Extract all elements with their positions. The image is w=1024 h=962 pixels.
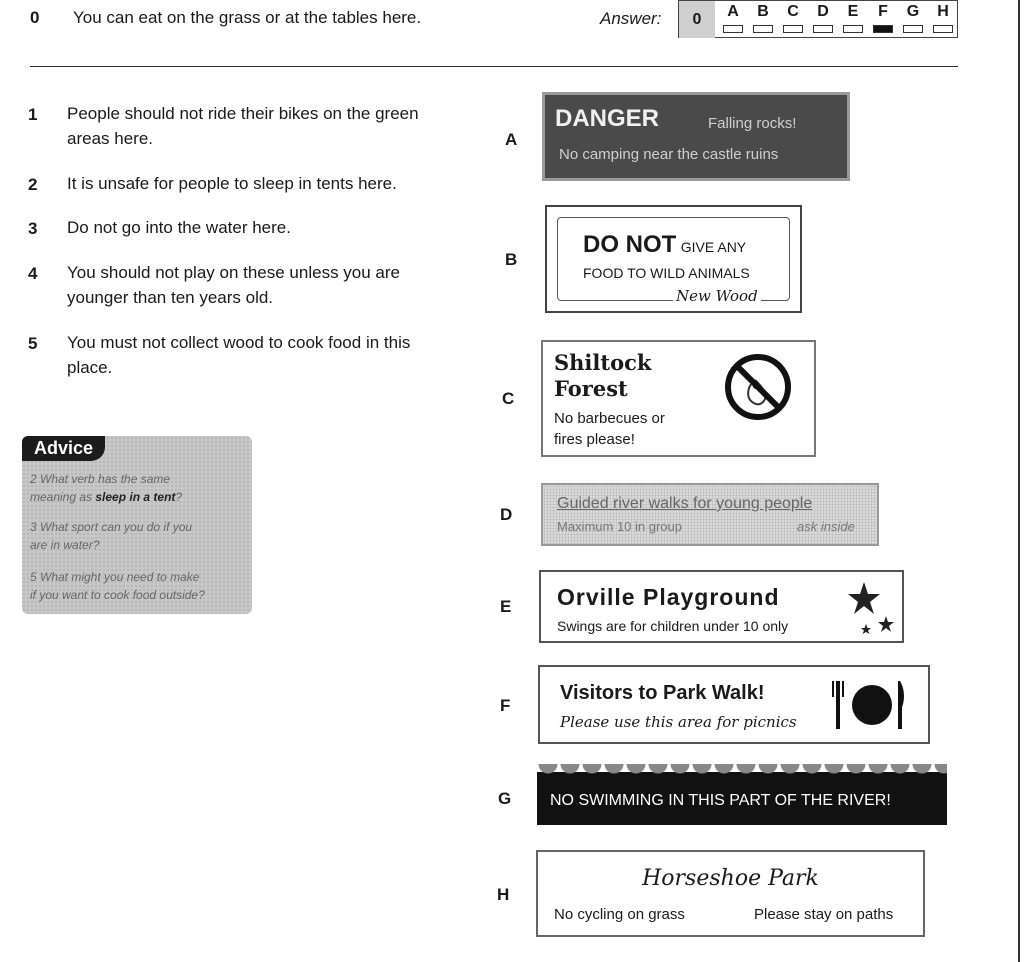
sign-letter-h: H [497, 885, 510, 904]
sign-letter-d: D [500, 505, 513, 524]
sign-f-title: Visitors to Park Walk! [560, 682, 765, 704]
sign-a-line: No camping near the castle ruins [559, 146, 779, 163]
advice-line-1: 2 What verb has the same [30, 472, 171, 486]
answer-label: Answer: [600, 9, 662, 28]
sign-b [545, 205, 802, 313]
sign-a-subtitle: Falling rocks! [708, 115, 797, 132]
sign-f-line: Please use this area for picnics [560, 713, 797, 731]
sign-letter-a: A [505, 130, 518, 149]
sign-c-line-1: No barbecues or [554, 410, 665, 427]
question-text-1: People should not ride their bikes on the green areas here. [67, 104, 419, 148]
sign-g [537, 772, 947, 825]
sign-c [541, 340, 816, 457]
sign-g-scallop-edge [537, 764, 947, 778]
sign-e [539, 570, 904, 643]
sign-letter-c: C [502, 389, 515, 408]
answer-bubble-filled [873, 25, 893, 33]
page-edge [1018, 0, 1020, 962]
advice-box [22, 436, 252, 614]
answer-option-b[interactable]: B [749, 3, 777, 33]
advice-line-3: 3 What sport can you do if you [30, 520, 193, 534]
sign-f [538, 665, 930, 744]
advice-line-6: if you want to cook food outside? [30, 588, 205, 602]
answer-option-f[interactable]: F [869, 3, 897, 33]
no-fire-icon [723, 352, 793, 422]
example-number: 0 [30, 8, 40, 27]
question-text-5: You must not collect wood to cook food in this place. [67, 333, 411, 377]
question-text-2: It is unsafe for people to sleep in tents here. [67, 174, 397, 193]
sign-d-title: Guided river walks for young people [557, 495, 813, 512]
question-number-5: 5 [28, 334, 38, 353]
question-text-4: You should not play on these unless you are younger than ten years old. [67, 263, 401, 307]
answer-number: 0 [679, 1, 715, 38]
sign-b-signature: New Wood [673, 287, 761, 305]
answer-option-g[interactable]: G [899, 3, 927, 33]
advice-line-4: are in water? [30, 538, 100, 552]
sign-d-left: Maximum 10 in group [557, 519, 682, 534]
sign-letter-e: E [500, 597, 512, 616]
sign-a-title: DANGER [555, 105, 660, 132]
divider-line [30, 66, 958, 67]
answer-option-d[interactable]: D [809, 3, 837, 33]
answer-option-h[interactable]: H [929, 3, 957, 33]
question-number-2: 2 [28, 175, 38, 194]
sign-letter-g: G [498, 789, 512, 808]
question-number-4: 4 [28, 264, 38, 283]
sign-h [536, 850, 925, 937]
answer-grid [678, 0, 958, 38]
question-number-3: 3 [28, 219, 38, 238]
answer-option-c[interactable]: C [779, 3, 807, 33]
stars-icon [846, 580, 898, 638]
sign-letter-f: F [500, 696, 511, 715]
plate-cutlery-icon [830, 677, 910, 733]
sign-letter-b: B [505, 250, 518, 269]
sign-g-text: NO SWIMMING IN THIS PART OF THE RIVER! [550, 792, 891, 809]
example-question-text: You can eat on the grass or at the tables here. [73, 8, 422, 27]
advice-line-2: meaning as sleep in a tent? [30, 490, 183, 504]
sign-c-title-2: Forest [554, 376, 628, 401]
question-number-1: 1 [28, 105, 38, 124]
sign-h-right: Please stay on paths [754, 906, 894, 923]
sign-d-right: ask inside [797, 519, 855, 534]
sign-h-left: No cycling on grass [554, 906, 685, 923]
sign-b-line: FOOD TO WILD ANIMALS [583, 265, 750, 281]
answer-option-a[interactable]: A [719, 3, 747, 33]
question-text-3: Do not go into the water here. [67, 218, 291, 237]
sign-d [541, 483, 879, 546]
advice-line-5: 5 What might you need to make [30, 570, 200, 584]
sign-b-heading: DO NOT GIVE ANY [583, 231, 747, 258]
sign-h-title: Horseshoe Park [642, 866, 819, 891]
sign-e-title: Orville Playground [557, 584, 780, 610]
sign-c-line-2: fires please! [554, 431, 635, 448]
sign-c-title-1: Shiltock [554, 350, 652, 375]
answer-option-e[interactable]: E [839, 3, 867, 33]
sign-a [545, 95, 847, 178]
sign-e-line: Swings are for children under 10 only [557, 618, 789, 634]
advice-title: Advice [22, 436, 105, 461]
